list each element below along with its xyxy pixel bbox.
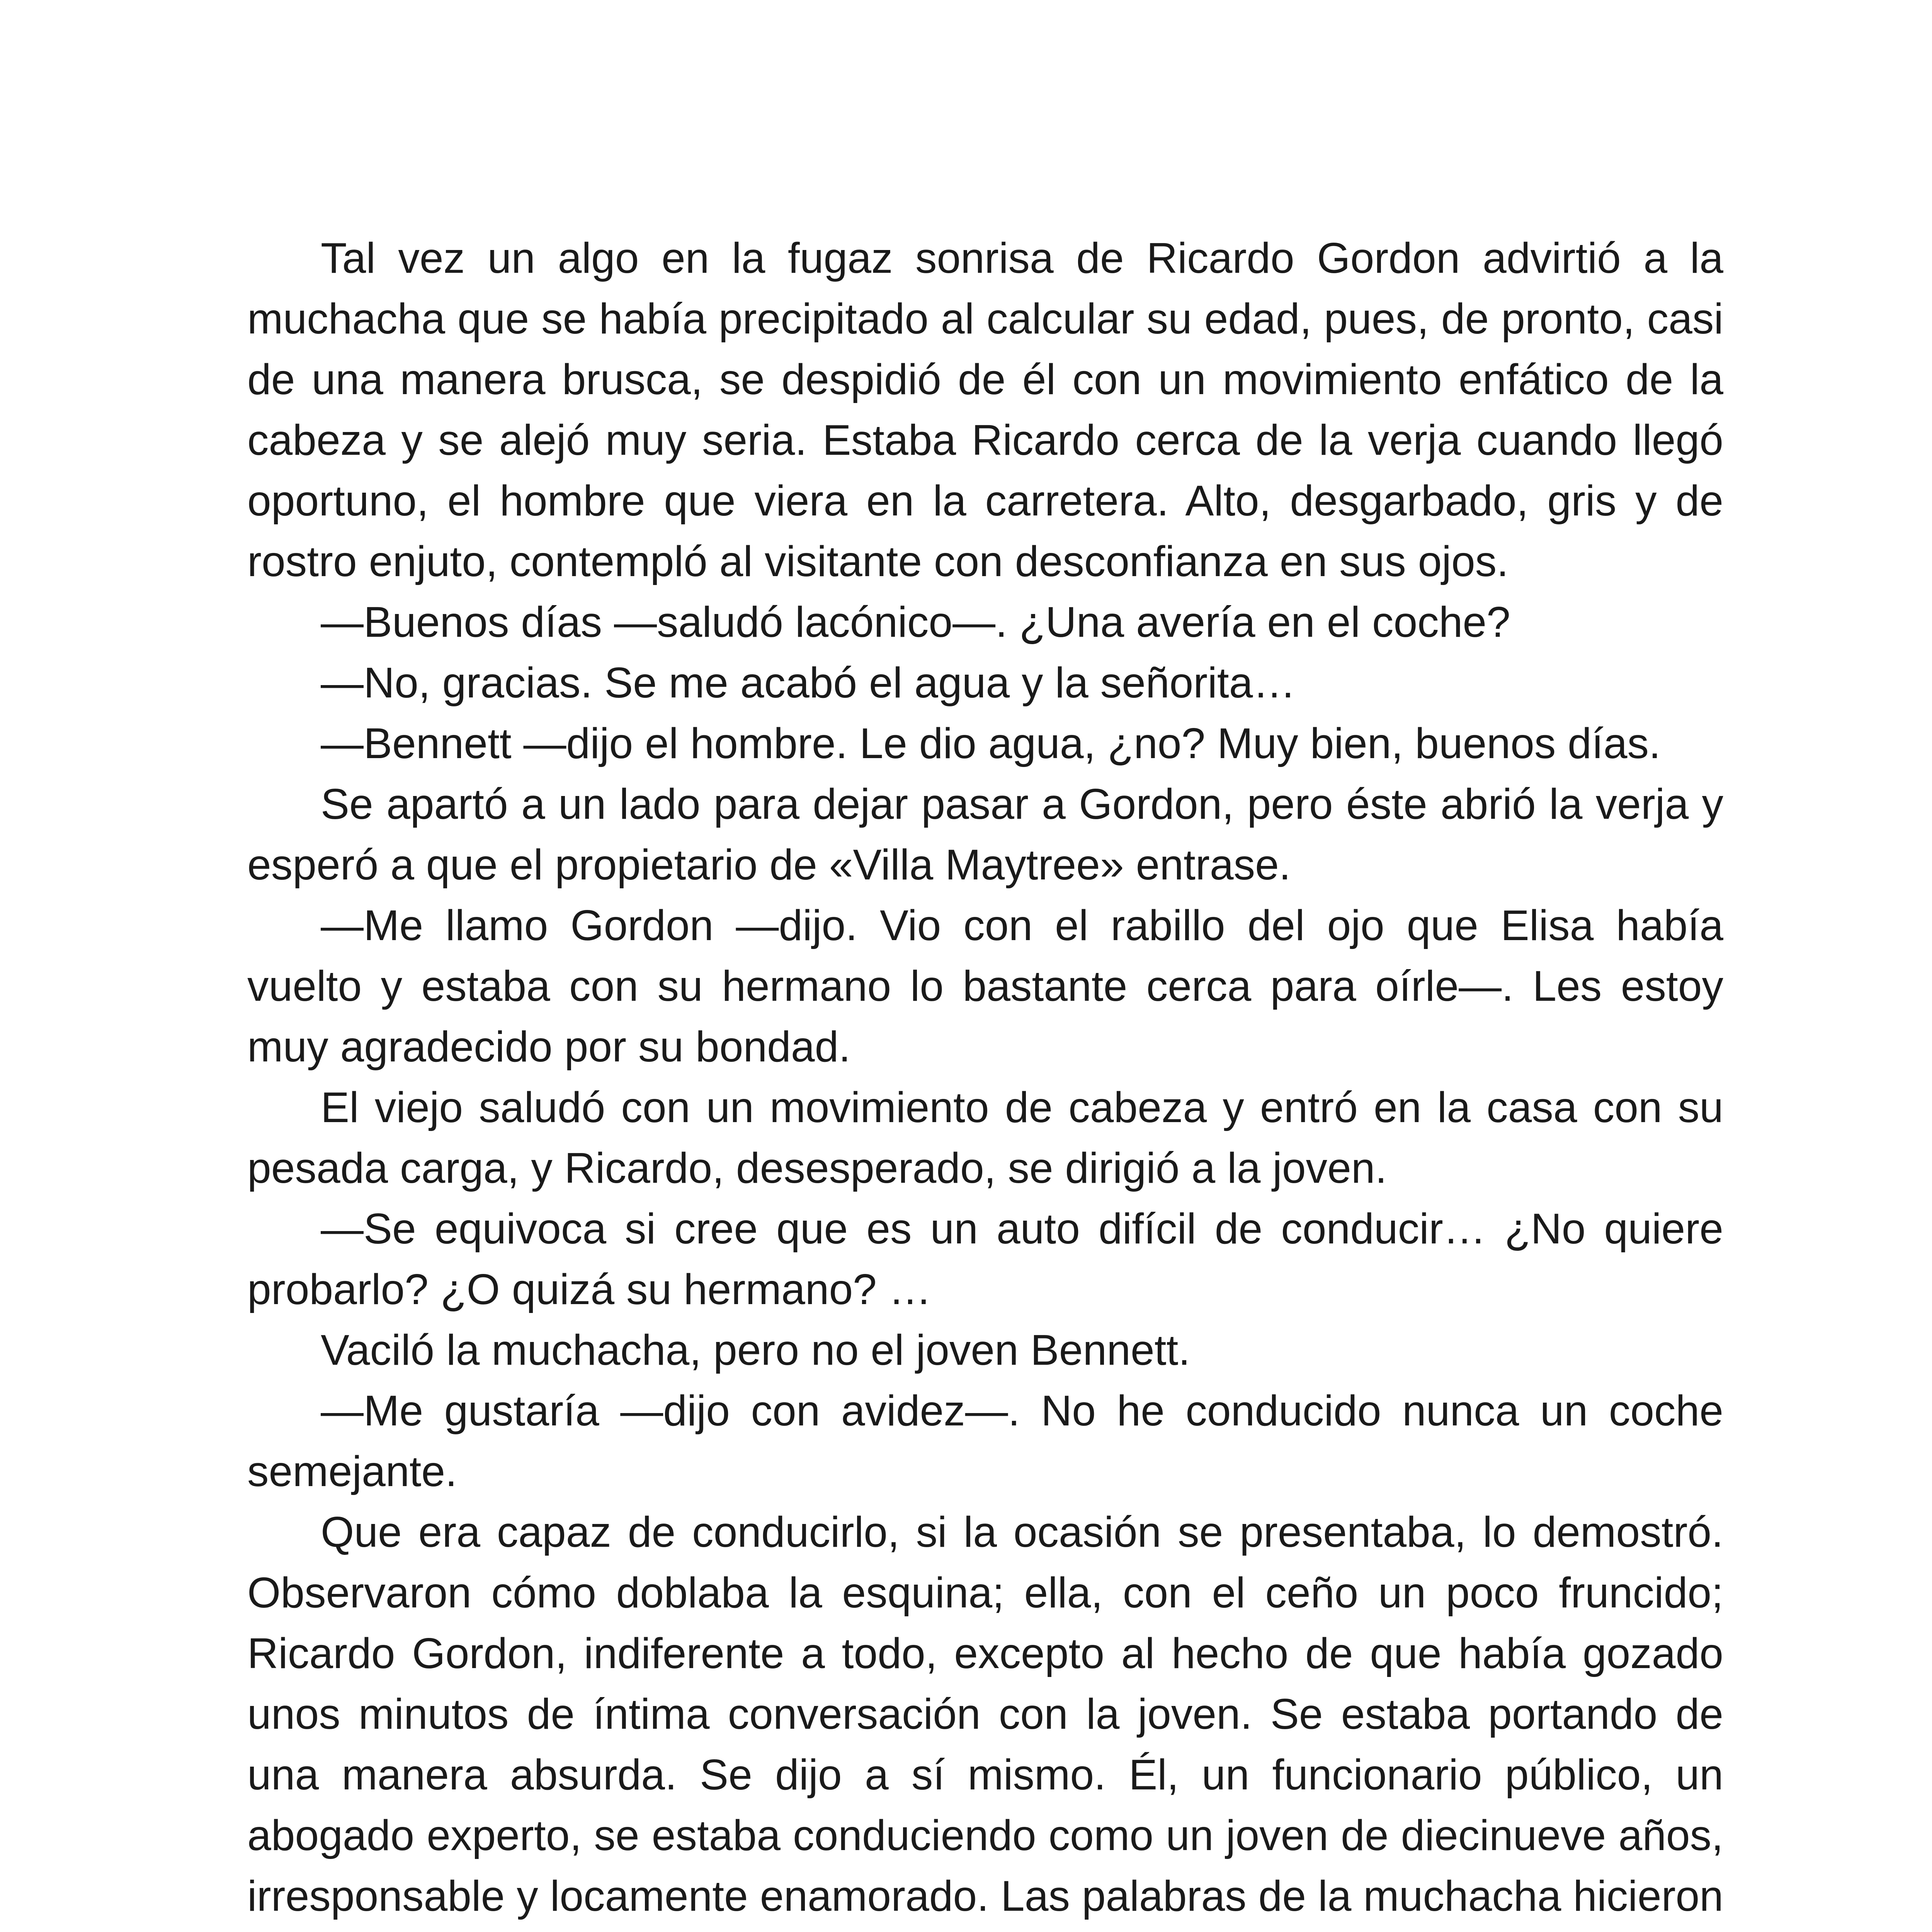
paragraph: —Buenos días —saludó lacónico—. ¿Una avería en el coche? (321, 598, 1510, 646)
paragraph: Vaciló la muchacha, pero no el joven Bennett. (321, 1326, 1190, 1374)
paragraph: —Bennett —dijo el hombre. Le dio agua, ¿no? Muy bien, buenos días. (321, 719, 1661, 767)
paragraph: Se apartó a un lado para dejar pasar a Gordon, pero éste abrió la verja y esperó a que el propietario de «Villa Maytree» entrase. (247, 780, 1723, 889)
paragraph: Tal vez un algo en la fugaz sonrisa de Ricardo Gordon advirtió a la muchacha que se había precipitado al calcular su edad, pues, de pronto, casi de una manera brusca, se despidió de él con un movimiento enfático de la cabeza y se alejó muy seria. Estaba Ricardo cerca de la verja cuando llegó oportuno, el hombre que viera en la carretera. Alto, desgarbado, gris y de rostro enjuto, contempló al visitante con desconfianza en sus ojos. (247, 234, 1723, 585)
paragraph: —No, gracias. Se me acabó el agua y la señorita… (321, 659, 1296, 707)
paragraph: —Se equivoca si cree que es un auto difícil de conducir… ¿No quiere probarlo? ¿O quizá su hermano? … (247, 1205, 1723, 1313)
page-body-text (247, 228, 1723, 1932)
paragraph: El viejo saludó con un movimiento de cabeza y entró en la casa con su pesada carga, y Ricardo, desesperado, se dirigió a la joven. (247, 1083, 1723, 1192)
paragraph: —Me llamo Gordon —dijo. Vio con el rabillo del ojo que Elisa había vuelto y estaba con su hermano lo bastante cerca para oírle—. Les estoy muy agradecido por su bondad. (247, 901, 1723, 1071)
paragraph: —Me gustaría —dijo con avidez—. No he conducido nunca un coche semejante. (247, 1387, 1723, 1495)
paragraph: Que era capaz de conducirlo, si la ocasión se presentaba, lo demostró. Observaron cómo doblaba la esquina; ella, con el ceño un poco fruncido; Ricardo Gordon, indiferente a todo, excepto al hecho de que había gozado unos minutos de íntima conversación con la joven. Se estaba portando de una manera absurda. Se dijo a sí mismo. Él, un funcionario público, un abogado experto, se estaba conduciendo como un joven de diecinueve años, irresponsable y locamente enamorado. Las palabras de la muchacha hicieron (247, 1508, 1723, 1920)
